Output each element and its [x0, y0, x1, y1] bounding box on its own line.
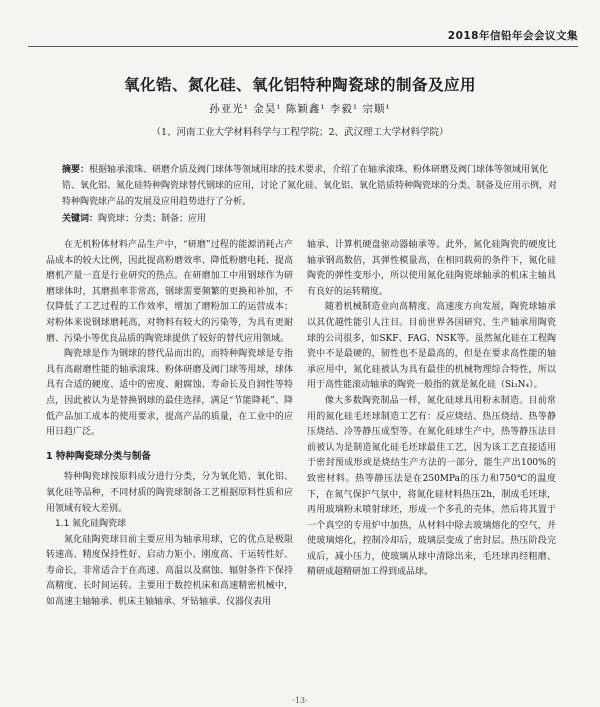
abstract-text: 根据轴承滚珠、研磨介质及阀门球体等领域用球的技术要求，介绍了在轴承滚珠、粉体研磨及阀门球体等领域用氧化锆、氧化铝、氮化硅特种陶瓷球替代钢球的应用，讨论了氮化硅、氧化铝、氧化锆质特种陶瓷球的分类、制备及应用示例，对特种陶瓷球产品的发展及应用趋势进行了分析。	[62, 165, 558, 207]
header-rule	[28, 46, 578, 47]
keywords-label: 关键词：	[62, 214, 99, 224]
keywords	[62, 211, 558, 224]
section-heading: 1 特种陶瓷球分类与制备	[46, 450, 151, 462]
paragraph: 随着机械制造业向高精度、高速度方向发展，陶瓷球轴承以其优越性能引人注目。目前世界各国研究、生产轴承用陶瓷球的公司很多，如SKF、FAG、NSK等。虽然氮化硅在工程陶瓷中不是最硬的，韧性也不是最高的，但是在要求高性能的轴承应用中，氮化硅被认为具有最佳的机械物理综合特性，所以用于高性能滚动轴承的陶瓷一般指的就是氮化硅（Si₃N₄）。	[307, 302, 556, 391]
right-column	[307, 238, 556, 581]
page-number: ·13·	[292, 696, 308, 705]
paragraph: 在无机粉体材料产品生产中，“研磨”过程的能源消耗占产品成本的较大比例，因此提高粉磨效率、降低粉磨电耗、提高磨机产量一直是行业研究的热点。在研磨加工中用钢球作为研磨球体时，其磨损率非常高，钢球需要频繁的更换和补加，不仅降低了工艺过程的工作效率，增加了磨粉加工的运营成本；对粉体来说钢球磨耗高，对物料有较大的污染等，为具有更耐磨、污染小等优良品质的陶瓷球提供了较好的替代应用领域。	[46, 240, 293, 344]
paragraph: 像大多数陶瓷制品一样，氮化硅球具用粉末制造。目前常用的氮化硅毛坯球制造工艺有：反应烧结、热压烧结、热等静压烧结、冷等静压成型等。在氮化硅球生产中，热等静压法目前被认为是制造氮化硅毛坯球最佳工艺，因为该工艺直接适用于密封预成形或是烧结生产方法的一部分，能生产出100%的致密材料。热等静压法是在250MPa的压力和750℃的温度下，在氮气保护气氛中，将氮化硅材料热压2h，制成毛坯球，再用玻璃粉末喷射球坯，形成一个多孔的壳体，然后将其置于一个真空的专用炉中加热，从材料中除去玻璃熔化的空气，并使玻璃熔化，控制冷却后，玻璃层变成了密封层。热压阶段完成后，减小压力，使玻璃从球中清除出来，毛坯球再经粗磨、精研成超精研加工得到成品球。	[307, 395, 556, 578]
affiliation: （1、河南工业大学材料科学与工程学院；2、武汉理工大学材料学院）	[151, 127, 449, 138]
paragraph: 轴承、计算机硬盘驱动器轴承等。此外，氮化硅陶瓷的硬度比轴承钢高数倍，其弹性模量高，在相同载荷的条件下，氮化硅陶瓷的弹性变形小，所以使用氮化硅陶瓷球轴承的机床主轴具有良好的运转精度。	[307, 240, 556, 297]
paragraph: 氮化硅陶瓷球目前主要应用为轴承用球，它的优点是极限转速高、精度保持性好、启动力矩小、刚度高、干运转性好、寿命长，非常适合于在高速、高温以及腐蚀、辐射条件下保持高精度、长时间运转。主要用于数控机床和高速精密机械中，如高速主轴轴承、机床主轴轴承、牙钻轴承、仪器仪表用	[46, 534, 293, 608]
running-head: 2018年信铅年会会议文集	[447, 30, 578, 42]
paragraph: 陶瓷球是作为钢球的替代品而出的，而特种陶瓷球是专指具有高耐磨性能的轴承滚珠、粉体研磨及阀门球等用球，球体具有合适的硬度、适中的密度、耐腐蚀、寿命长及自润性等特点，因此被认为是替换钢球的最佳选择，满足“节能降耗”、降低产品加工成本的使用要求，提高产品的质量，在工业中的应用日趋广泛。	[46, 349, 293, 438]
keywords-text: 陶瓷球；分类；制备；应用	[98, 214, 207, 224]
abstract-label: 摘要：	[62, 165, 90, 175]
subsection-heading: 1.1 氮化硅陶瓷球	[55, 519, 127, 530]
left-column	[46, 238, 293, 611]
author-list: 孙亚光¹ 金昊¹ 陈颖鑫¹ 李毅¹ 宗顺¹	[209, 103, 391, 115]
paper-title: 氧化锆、氮化硅、氧化铝特种陶瓷球的制备及应用	[123, 76, 476, 94]
paragraph: 特种陶瓷球按原料成分进行分类，分为氧化锆、氧化铝、氧化硅等品种，不同材质的陶瓷球制备工艺根据原料性质和应用领域有较大差别。	[46, 472, 293, 514]
abstract	[62, 162, 558, 210]
